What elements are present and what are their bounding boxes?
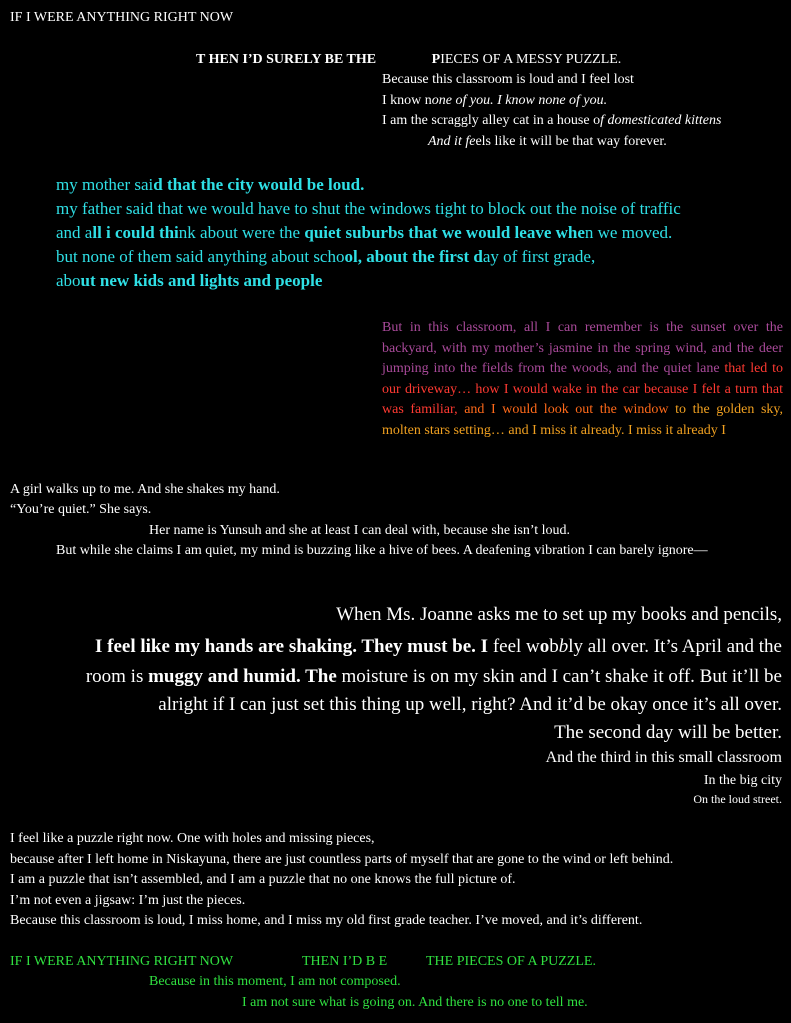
stanza3-gold-text: to the golden sky, molten stars setting… and I miss it already. I miss it already I [382, 402, 784, 438]
stanza4-line2: “You’re quiet.” She says. [10, 502, 152, 517]
stanza2-line4-part-b: ol, about the first d [344, 247, 483, 266]
stanza2-line3-part-c: nk about were the [178, 223, 305, 242]
stanza2-line3-part-a: and a [56, 223, 93, 242]
stanza6-line1: I feel like a puzzle right now. One with holes and missing pieces, [10, 831, 375, 846]
stanza1-line4-part-a: I am the scraggly alley cat in a house o [382, 113, 601, 128]
stanza1-line3-part-b: one of you. I know none of you. [431, 93, 608, 108]
stanza1-line1-part-a: T HEN I’D SURELY BE THE [196, 52, 377, 67]
stanza5-line6: And the third in this small classroom [545, 749, 782, 766]
stanza3-purple-text: But in this classroom, all I can remember is the sunset over the backyard, with my mother’s jasmine in the spring wind, and the deer jumping into the fields from the woods, and the quiet lane [382, 320, 783, 376]
stanza5-line3-part-c: moisture is on my skin and I can’t shake it off. But it’ll be [336, 666, 782, 687]
stanza5-line8: On the loud street. [693, 792, 782, 806]
stanza7-line1-part-b: THEN I’D B E [302, 954, 388, 969]
stanza5-line3-part-a: room is [85, 666, 149, 687]
stanza1-line5-part-b: els like it will be that way forever. [475, 134, 667, 149]
stanza5-line1: When Ms. Joanne asks me to set up my books and pencils, [336, 604, 782, 625]
stanza5-line2 [95, 636, 782, 658]
stanza2-line4 [56, 247, 595, 267]
stanza4-line3: Her name is Yunsuh and she at least I can deal with, because she isn’t loud. [149, 523, 571, 538]
stanza5-line2-part-e: b [558, 636, 569, 657]
stanza7-line1-part-c: THE PIECES OF A PUZZLE. [426, 954, 596, 969]
stanza3-orange-text: and I would look out the window [457, 402, 669, 417]
page-title: IF I WERE ANYTHING RIGHT NOW [10, 10, 234, 25]
stanza6-line3: I am a puzzle that isn’t assembled, and I am a puzzle that no one knows the full picture of. [10, 872, 516, 887]
stanza1-line3 [382, 93, 607, 109]
stanza2-line5-part-a: abo [56, 271, 81, 290]
stanza7-line2: Because in this moment, I am not composed. [149, 974, 401, 989]
stanza1-line5-part-a: And it fe [428, 134, 476, 149]
stanza5-line2-part-d: b [549, 636, 559, 657]
stanza2-line1-part-b: d that the city would be loud. [153, 175, 365, 194]
stanza2-line2: my father said that we would have to shut the windows tight to block out the noise of traffic [56, 199, 681, 218]
stanza5-line2-part-f: ly all over. It’s April and the [568, 636, 782, 657]
stanza1-line4-part-b: f domesticated kittens [600, 113, 722, 128]
stanza2-line3-part-d: quiet suburbs that we would leave whe [304, 223, 585, 242]
stanza5-line2-part-a: I feel like my hands are shaking. They must be. I [94, 636, 489, 657]
stanza3-paragraph [382, 318, 783, 441]
stanza2-line4-part-a: but none of them said anything about scho [56, 247, 345, 266]
stanza6-line4: I’m not even a jigsaw: I’m just the pieces. [10, 893, 246, 908]
stanza5-line7: In the big city [703, 773, 782, 788]
stanza2-line1 [56, 175, 364, 195]
stanza2-line3 [56, 223, 672, 243]
stanza4-line1: A girl walks up to me. And she shakes my hand. [10, 482, 280, 497]
stanza1-line5 [428, 134, 667, 150]
stanza2-line3-part-e: n we moved. [584, 223, 673, 242]
stanza6-line5: Because this classroom is loud, I miss home, and I miss my old first grade teacher. I’ve moved, and it’s different. [10, 913, 643, 928]
stanza1-line3-part-a: I know n [382, 93, 432, 108]
stanza5-line2-part-b: feel w [488, 636, 540, 657]
stanza5-line4: alright if I can just set this thing up well, right? And it’d be okay once it’s all over. [158, 694, 782, 715]
stanza5-line2-part-c: o [539, 636, 550, 657]
stanza1-line1 [196, 52, 621, 68]
stanza5-line5: The second day will be better. [554, 722, 782, 743]
stanza7-line3: I am not sure what is going on. And there is no one to tell me. [242, 995, 588, 1010]
stanza1-line4 [382, 113, 721, 129]
stanza2-line5-part-b: ut new kids and lights and people [80, 271, 323, 290]
stanza5-line3 [86, 666, 782, 688]
stanza1-line1-part-c: IECES OF A MESSY PUZZLE. [440, 52, 622, 67]
stanza1-line2: Because this classroom is loud and I feel lost [382, 72, 634, 87]
stanza2-line4-part-c: ay of first grade, [482, 247, 596, 266]
stanza4-line4: But while she claims I am quiet, my mind is buzzing like a hive of bees. A deafening vibration I can barely ignore— [56, 543, 708, 558]
stanza2-line1-part-a: my mother sai [56, 175, 154, 194]
stanza7-line1-part-a: IF I WERE ANYTHING RIGHT NOW [10, 954, 234, 969]
stanza2-line3-part-b: ll i could thi [92, 223, 179, 242]
stanza6-line2: because after I left home in Niskayuna, there are just countless parts of myself that are gone to the wind or left behind. [10, 852, 674, 867]
stanza5-line3-part-b: muggy and humid. The [148, 666, 337, 687]
stanza2-line5 [56, 271, 322, 291]
stanza1-line1-part-b: P [431, 52, 441, 67]
stanza3-red-text: that led to our driveway… how I would wake in the car because I felt a turn that was familiar, [382, 361, 783, 417]
